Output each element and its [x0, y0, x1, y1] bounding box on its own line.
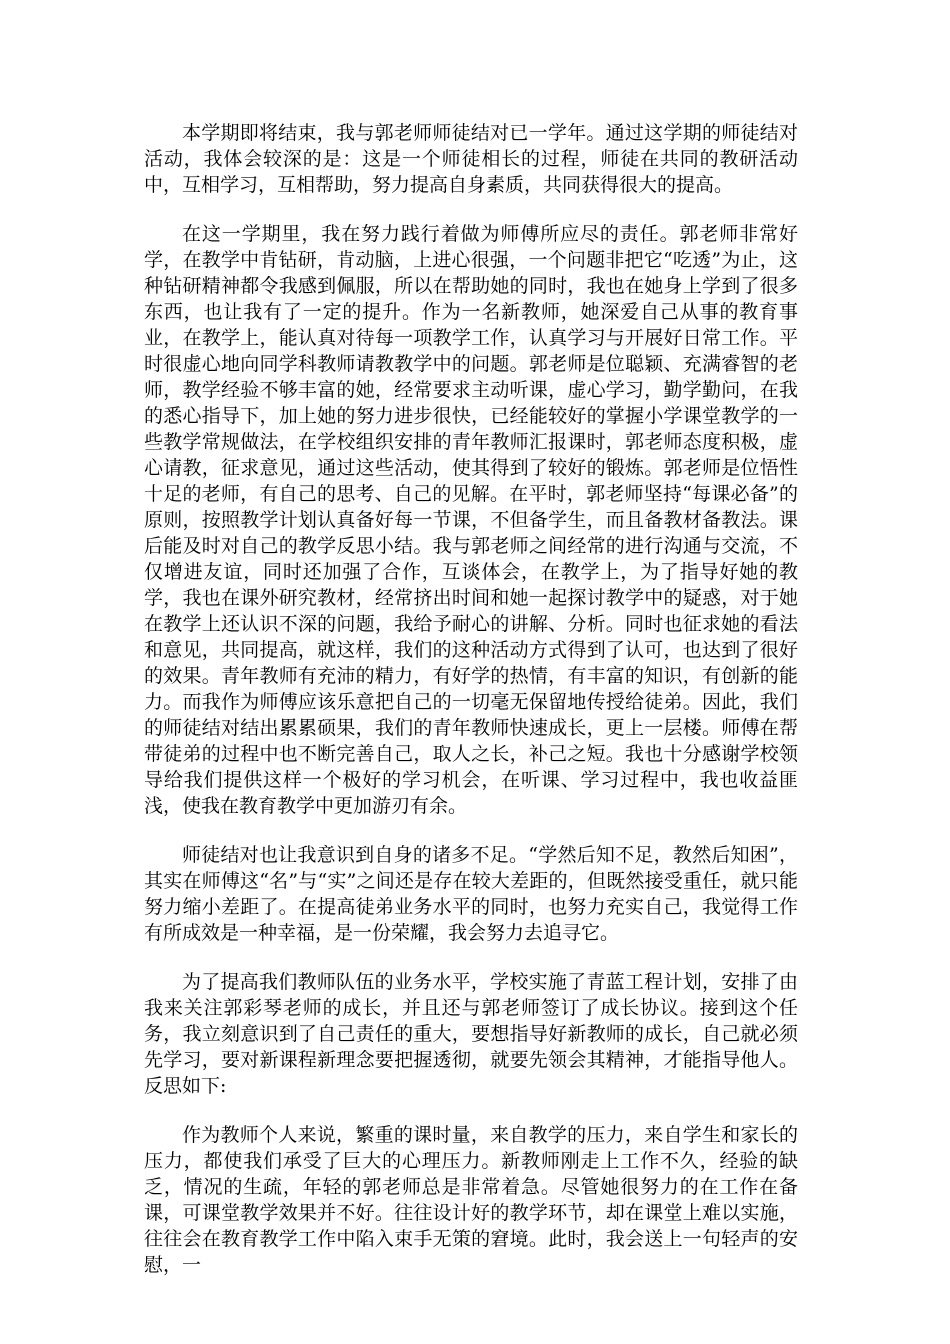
paragraph-2: 在这一学期里，我在努力践行着做为师傅所应尽的责任。郭老师非常好学，在教学中肯钻研，肯动脑，上进心很强，一个问题非把它“吃透”为止，这种钻研精神都令我感到佩服，所以在帮助她的同时，我也在她身上学到了很多东西，也让我有了一定的提升。作为一名新教师，她深爱自己从事的教育事业，在教学上，能认真对待每一项教学工作，认真学习与开展好日常工作。平时很虚心地向同学科教师请教教学中的问题。郭老师是位聪颖、充满睿智的老师，教学经验不够丰富的她，经常要求主动听课，虚心学习，勤学勤问，在我的悉心指导下，加上她的努力进步很快，已经能较好的掌握小学课堂教学的一些教学常规做法，在学校组织安排的青年教师汇报课时，郭老师态度积极，虚心请教，征求意见，通过这些活动，使其得到了较好的锻炼。郭老师是位悟性十足的老师，有自己的思考、自己的见解。在平时，郭老师坚持“每课必备”的原则，按照教学计划认真备好每一节课，不但备学生，而且备教材备教法。课后能及时对自己的教学反思小结。我与郭老师之间经常的进行沟通与交流，不仅增进友谊，同时还加强了合作，互谈体会，在教学上，为了指导好她的教学，我也在课外研究教材，经常挤出时间和她一起探讨教学中的疑惑，对于她在教学上还认识不深的问题，我给予耐心的讲解、分析。同时也征求她的看法和意见，共同提高，就这样，我们的这种活动方式得到了认可，也达到了很好的效果。青年教师有充沛的精力，有好学的热情，有丰富的知识，有创新的能力。而我作为师傅应该乐意把自己的一切毫无保留地传授给徒弟。因此，我们的师徒结对结出累累硕果，我们的青年教师快速成长，更上一层楼。师傅在帮带徒弟的过程中也不断完善自己，取人之长，补己之短。我也十分感谢学校领导给我们提供这样一个极好的学习机会，在听课、学习过程中，我也收益匪浅，使我在教育教学中更加游刃有余。: [144, 223, 798, 817]
document-body: [144, 120, 798, 1278]
paragraph-1: 本学期即将结束，我与郭老师师徒结对已一学年。通过这学期的师徒结对活动，我体会较深的是：这是一个师徒相长的过程，师徒在共同的教研活动中，互相学习，互相帮助，努力提高自身素质，共同获得很大的提高。: [144, 122, 798, 196]
paragraph-4: 为了提高我们教师队伍的业务水平，学校实施了青蓝工程计划，安排了由我来关注郭彩琴老师的成长，并且还与郭老师签订了成长协议。接到这个任务，我立刻意识到了自己责任的重大，要想指导好新教师的成长，自己就必须先学习，要对新课程新理念要把握透彻，就要先领会其精神，才能指导他人。反思如下:: [144, 971, 798, 1097]
paragraph-3: 师徒结对也让我意识到自身的诸多不足。“学然后知不足，教然后知困”，其实在师傅这“名”与“实”之间还是存在较大差距的，但既然接受重任，就只能努力缩小差距了。在提高徒弟业务水平的同时，也努力充实自己，我觉得工作有所成效是一种幸福，是一份荣耀，我会努力去追寻它。: [144, 844, 798, 944]
paragraph-5: 作为教师个人来说，繁重的课时量，来自教学的压力，来自学生和家长的压力，都使我们承受了巨大的心理压力。新教师刚走上工作不久，经验的缺乏，情况的生疏，年轻的郭老师总是非常着急。尽管她很努力的在工作在备课，可课堂教学效果并不好。往往设计好的教学环节，却在课堂上难以实施，往往会在教育教学工作中陷入束手无策的窘境。此时，我会送上一句轻声的安慰，一: [144, 1124, 798, 1276]
